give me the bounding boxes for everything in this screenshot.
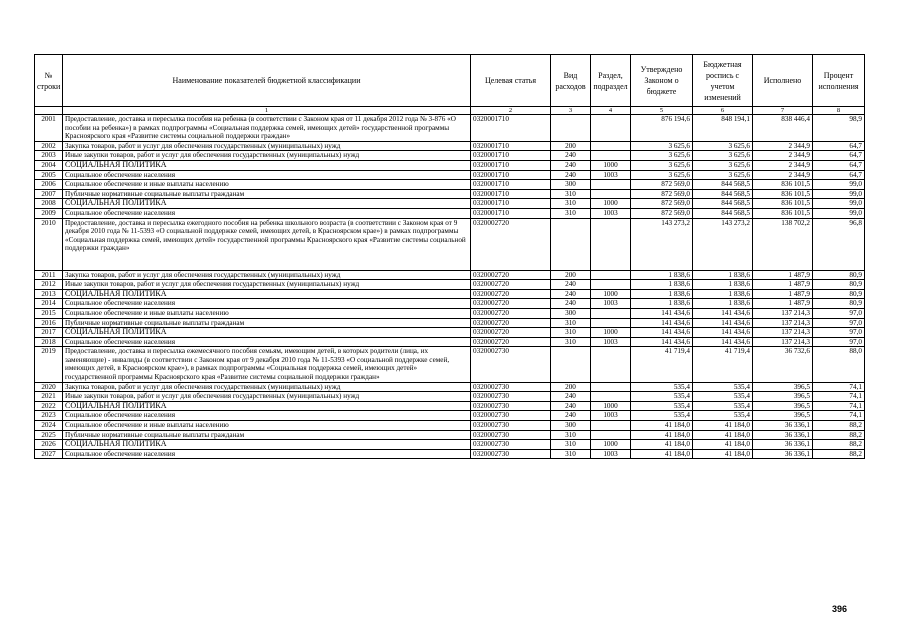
row-number-cell: 2003: [35, 151, 63, 161]
row-number-cell: 2021: [35, 392, 63, 402]
indicator-name-cell: Публичные нормативные социальные выплаты гражданам: [63, 318, 471, 328]
indicator-name-cell: СОЦИАЛЬНАЯ ПОЛИТИКА: [63, 328, 471, 338]
approved-amount-cell: 1 838,6: [631, 299, 693, 309]
approved-amount-cell: 872 569,0: [631, 189, 693, 199]
budget-schedule-cell: 141 434,6: [693, 328, 753, 338]
execution-percent-cell: 80,9: [813, 289, 865, 299]
executed-amount-cell: 36 336,1: [753, 430, 813, 440]
executed-amount-cell: 396,5: [753, 411, 813, 421]
executed-amount-cell: 36 336,1: [753, 440, 813, 450]
indicator-name-cell: СОЦИАЛЬНАЯ ПОЛИТИКА: [63, 199, 471, 209]
section-cell: 1000: [591, 289, 631, 299]
row-number-cell: 2025: [35, 430, 63, 440]
expense-type-cell: 200: [551, 382, 591, 392]
expense-type-cell: 310: [551, 337, 591, 347]
budget-schedule-cell: 141 434,6: [693, 308, 753, 318]
approved-amount-cell: 535,4: [631, 392, 693, 402]
execution-percent-cell: 88,2: [813, 430, 865, 440]
approved-amount-cell: 41 719,4: [631, 347, 693, 382]
target-article-cell: 0320001710: [471, 141, 551, 151]
expense-type-cell: 310: [551, 328, 591, 338]
execution-percent-cell: 97,0: [813, 308, 865, 318]
section-cell: [591, 318, 631, 328]
executed-amount-cell: 836 101,5: [753, 208, 813, 218]
budget-schedule-cell: 3 625,6: [693, 170, 753, 180]
column-number-cell: 8: [813, 107, 865, 115]
row-number-cell: 2002: [35, 141, 63, 151]
section-cell: 1003: [591, 337, 631, 347]
budget-schedule-cell: 844 568,5: [693, 199, 753, 209]
column-number-cell: 6: [693, 107, 753, 115]
executed-amount-cell: 36 732,6: [753, 347, 813, 382]
page-number: 396: [832, 604, 848, 614]
approved-amount-cell: 141 434,6: [631, 308, 693, 318]
column-number-cell: 2: [471, 107, 551, 115]
row-number-cell: 2019: [35, 347, 63, 382]
section-cell: 1003: [591, 411, 631, 421]
table-row: [35, 449, 865, 459]
expense-type-cell: 240: [551, 151, 591, 161]
section-cell: [591, 115, 631, 142]
target-article-cell: 0320002730: [471, 411, 551, 421]
execution-percent-cell: 96,8: [813, 218, 865, 270]
target-article-cell: 0320002720: [471, 337, 551, 347]
table-row: [35, 218, 865, 270]
indicator-name-cell: Социальное обеспечение населения: [63, 299, 471, 309]
row-number-cell: 2022: [35, 401, 63, 411]
execution-percent-cell: 74,1: [813, 411, 865, 421]
execution-percent-cell: 97,0: [813, 318, 865, 328]
section-cell: [591, 430, 631, 440]
indicator-name-cell: Социальное обеспечение населения: [63, 170, 471, 180]
budget-schedule-cell: 848 194,1: [693, 115, 753, 142]
approved-amount-cell: 141 434,6: [631, 337, 693, 347]
row-number-cell: 2018: [35, 337, 63, 347]
budget-execution-table: [34, 54, 865, 459]
expense-type-cell: 240: [551, 280, 591, 290]
table-row: [35, 270, 865, 280]
budget-schedule-cell: 844 568,5: [693, 208, 753, 218]
executed-amount-cell: 36 336,1: [753, 421, 813, 431]
section-cell: 1000: [591, 199, 631, 209]
target-article-cell: 0320001710: [471, 160, 551, 170]
target-article-cell: 0320002720: [471, 328, 551, 338]
target-article-cell: 0320002720: [471, 318, 551, 328]
execution-percent-cell: 80,9: [813, 270, 865, 280]
executed-amount-cell: 1 487,9: [753, 289, 813, 299]
indicator-name-cell: Иные закупки товаров, работ и услуг для обеспечения государственных (муниципальных) нужд: [63, 151, 471, 161]
executed-amount-cell: 1 487,9: [753, 299, 813, 309]
approved-amount-cell: 41 184,0: [631, 421, 693, 431]
executed-amount-cell: 396,5: [753, 392, 813, 402]
section-cell: 1000: [591, 440, 631, 450]
indicator-name-cell: Публичные нормативные социальные выплаты гражданам: [63, 430, 471, 440]
indicator-name-cell: Иные закупки товаров, работ и услуг для обеспечения государственных (муниципальных) нужд: [63, 280, 471, 290]
table-row: [35, 382, 865, 392]
table-row: [35, 299, 865, 309]
expense-type-cell: 200: [551, 270, 591, 280]
section-cell: 1003: [591, 170, 631, 180]
executed-amount-cell: 1 487,9: [753, 280, 813, 290]
budget-schedule-cell: 41 719,4: [693, 347, 753, 382]
table-row: [35, 392, 865, 402]
table-row: [35, 440, 865, 450]
indicator-name-cell: СОЦИАЛЬНАЯ ПОЛИТИКА: [63, 440, 471, 450]
section-cell: [591, 347, 631, 382]
target-article-cell: 0320002730: [471, 421, 551, 431]
target-article-cell: 0320002720: [471, 218, 551, 270]
expense-type-cell: 300: [551, 308, 591, 318]
budget-schedule-cell: 141 434,6: [693, 337, 753, 347]
approved-amount-cell: 1 838,6: [631, 289, 693, 299]
target-article-cell: 0320001710: [471, 199, 551, 209]
execution-percent-cell: 99,0: [813, 199, 865, 209]
approved-amount-cell: 1 838,6: [631, 270, 693, 280]
expense-type-cell: 240: [551, 401, 591, 411]
table-row: [35, 318, 865, 328]
table-row: [35, 401, 865, 411]
section-cell: [591, 218, 631, 270]
budget-schedule-cell: 41 184,0: [693, 430, 753, 440]
approved-amount-cell: 1 838,6: [631, 280, 693, 290]
execution-percent-cell: 74,1: [813, 401, 865, 411]
col-header-row-number: № строки: [35, 55, 63, 107]
table-row: [35, 189, 865, 199]
row-number-cell: 2024: [35, 421, 63, 431]
row-number-cell: 2013: [35, 289, 63, 299]
executed-amount-cell: 836 101,5: [753, 180, 813, 190]
section-cell: [591, 382, 631, 392]
col-header-percent: Процент исполнения: [813, 55, 865, 107]
execution-percent-cell: 99,0: [813, 208, 865, 218]
col-header-expense-type: Вид расходов: [551, 55, 591, 107]
indicator-name-cell: Социальное обеспечение населения: [63, 411, 471, 421]
target-article-cell: 0320002730: [471, 401, 551, 411]
execution-percent-cell: 74,1: [813, 392, 865, 402]
row-number-cell: 2006: [35, 180, 63, 190]
execution-percent-cell: 97,0: [813, 337, 865, 347]
section-cell: [591, 180, 631, 190]
table-row: [35, 115, 865, 142]
budget-schedule-cell: 535,4: [693, 411, 753, 421]
indicator-name-cell: Социальное обеспечение и иные выплаты населению: [63, 421, 471, 431]
indicator-name-cell: Предоставление, доставка и пересылка пособия на ребенка (в соответствии с Законом края от 11 декабря 2012 года № 3-876 «О пособии на ребенка») в рамках подпрограммы «Социальная поддержка семей, имеющих детей» государственной программы Красноярского края «Развитие системы социальной поддержки граждан»: [63, 115, 471, 142]
indicator-name-cell: Социальное обеспечение населения: [63, 208, 471, 218]
col-header-approved: Утверждено Законом о бюджете: [631, 55, 693, 107]
section-cell: [591, 141, 631, 151]
budget-schedule-cell: 844 568,5: [693, 180, 753, 190]
col-header-executed: Исполнено: [753, 55, 813, 107]
row-number-cell: 2026: [35, 440, 63, 450]
row-number-cell: 2011: [35, 270, 63, 280]
table-row: [35, 208, 865, 218]
expense-type-cell: 300: [551, 421, 591, 431]
target-article-cell: 0320001710: [471, 115, 551, 142]
target-article-cell: 0320001710: [471, 208, 551, 218]
column-number-row: [35, 107, 865, 115]
target-article-cell: 0320002730: [471, 449, 551, 459]
approved-amount-cell: 876 194,6: [631, 115, 693, 142]
execution-percent-cell: 64,7: [813, 160, 865, 170]
execution-percent-cell: 88,0: [813, 347, 865, 382]
approved-amount-cell: 41 184,0: [631, 430, 693, 440]
row-number-cell: 2020: [35, 382, 63, 392]
budget-schedule-cell: 3 625,6: [693, 141, 753, 151]
expense-type-cell: 310: [551, 318, 591, 328]
table-row: [35, 347, 865, 382]
table-row: [35, 141, 865, 151]
indicator-name-cell: Предоставление, доставка и пересылка ежемесячного пособия семьям, имеющим детей, в которых родители (лица, их заменяющие) - инвалиды (в соответствии с Законом края от 9 декабря 2010 года № 11-5393 «О социальной поддержке семей, имеющих детей, в Красноярском крае»), в рамках подпрограммы «Социальная поддержка семей, имеющих детей» государственной программы Красноярского края «Развитие системы социальной поддержки граждан»: [63, 347, 471, 382]
expense-type-cell: 310: [551, 189, 591, 199]
approved-amount-cell: 535,4: [631, 411, 693, 421]
executed-amount-cell: 137 214,3: [753, 318, 813, 328]
budget-schedule-cell: 1 838,6: [693, 299, 753, 309]
table-row: [35, 421, 865, 431]
target-article-cell: 0320002730: [471, 347, 551, 382]
indicator-name-cell: Социальное обеспечение населения: [63, 337, 471, 347]
col-header-budget-schedule: Бюджетная роспись с учетом изменений: [693, 55, 753, 107]
budget-schedule-cell: 844 568,5: [693, 189, 753, 199]
table-row: [35, 170, 865, 180]
col-header-section: Раздел, подраздел: [591, 55, 631, 107]
indicator-name-cell: СОЦИАЛЬНАЯ ПОЛИТИКА: [63, 289, 471, 299]
row-number-cell: 2023: [35, 411, 63, 421]
expense-type-cell: 240: [551, 289, 591, 299]
budget-schedule-cell: 535,4: [693, 382, 753, 392]
col-header-name: Наименование показателей бюджетной классификации: [63, 55, 471, 107]
expense-type-cell: 200: [551, 141, 591, 151]
section-cell: [591, 151, 631, 161]
executed-amount-cell: 137 214,3: [753, 308, 813, 318]
target-article-cell: 0320002720: [471, 280, 551, 290]
executed-amount-cell: 137 214,3: [753, 337, 813, 347]
execution-percent-cell: 99,0: [813, 180, 865, 190]
column-number-cell: 7: [753, 107, 813, 115]
row-number-cell: 2004: [35, 160, 63, 170]
expense-type-cell: 310: [551, 199, 591, 209]
indicator-name-cell: Закупка товаров, работ и услуг для обеспечения государственных (муниципальных) нужд: [63, 141, 471, 151]
row-number-cell: 2010: [35, 218, 63, 270]
expense-type-cell: 310: [551, 449, 591, 459]
section-cell: 1003: [591, 299, 631, 309]
column-number-cell: 5: [631, 107, 693, 115]
section-cell: 1003: [591, 208, 631, 218]
approved-amount-cell: 872 569,0: [631, 180, 693, 190]
table-row: [35, 430, 865, 440]
approved-amount-cell: 141 434,6: [631, 318, 693, 328]
approved-amount-cell: 535,4: [631, 401, 693, 411]
section-cell: [591, 308, 631, 318]
budget-schedule-cell: 1 838,6: [693, 289, 753, 299]
approved-amount-cell: 3 625,6: [631, 151, 693, 161]
table-row: [35, 180, 865, 190]
row-number-cell: 2008: [35, 199, 63, 209]
execution-percent-cell: 64,7: [813, 141, 865, 151]
column-number-cell: 1: [63, 107, 471, 115]
indicator-name-cell: СОЦИАЛЬНАЯ ПОЛИТИКА: [63, 160, 471, 170]
executed-amount-cell: 396,5: [753, 401, 813, 411]
expense-type-cell: 310: [551, 440, 591, 450]
expense-type-cell: [551, 218, 591, 270]
indicator-name-cell: Иные закупки товаров, работ и услуг для обеспечения государственных (муниципальных) нужд: [63, 392, 471, 402]
section-cell: [591, 421, 631, 431]
indicator-name-cell: СОЦИАЛЬНАЯ ПОЛИТИКА: [63, 401, 471, 411]
target-article-cell: 0320002720: [471, 289, 551, 299]
execution-percent-cell: 88,2: [813, 440, 865, 450]
table-row: [35, 328, 865, 338]
execution-percent-cell: 99,0: [813, 189, 865, 199]
approved-amount-cell: 141 434,6: [631, 328, 693, 338]
section-cell: 1000: [591, 328, 631, 338]
approved-amount-cell: 872 569,0: [631, 208, 693, 218]
budget-schedule-cell: 41 184,0: [693, 449, 753, 459]
execution-percent-cell: 74,1: [813, 382, 865, 392]
execution-percent-cell: 80,9: [813, 280, 865, 290]
target-article-cell: 0320002730: [471, 382, 551, 392]
expense-type-cell: 310: [551, 208, 591, 218]
budget-schedule-cell: 3 625,6: [693, 151, 753, 161]
row-number-cell: 2001: [35, 115, 63, 142]
section-cell: [591, 270, 631, 280]
budget-schedule-cell: 1 838,6: [693, 270, 753, 280]
row-number-cell: 2012: [35, 280, 63, 290]
section-cell: 1003: [591, 449, 631, 459]
column-number-cell: 4: [591, 107, 631, 115]
execution-percent-cell: 88,2: [813, 449, 865, 459]
executed-amount-cell: 838 446,4: [753, 115, 813, 142]
target-article-cell: 0320001710: [471, 180, 551, 190]
col-header-target-article: Целевая статья: [471, 55, 551, 107]
row-number-cell: 2014: [35, 299, 63, 309]
target-article-cell: 0320002720: [471, 270, 551, 280]
indicator-name-cell: Закупка товаров, работ и услуг для обеспечения государственных (муниципальных) нужд: [63, 382, 471, 392]
indicator-name-cell: Публичные нормативные социальные выплаты гражданам: [63, 189, 471, 199]
execution-percent-cell: 64,7: [813, 170, 865, 180]
approved-amount-cell: 3 625,6: [631, 141, 693, 151]
target-article-cell: 0320001710: [471, 151, 551, 161]
header-row: [35, 55, 865, 107]
execution-percent-cell: 98,9: [813, 115, 865, 142]
budget-schedule-cell: 141 434,6: [693, 318, 753, 328]
row-number-cell: 2015: [35, 308, 63, 318]
expense-type-cell: 240: [551, 411, 591, 421]
target-article-cell: 0320001710: [471, 189, 551, 199]
indicator-name-cell: Социальное обеспечение и иные выплаты населению: [63, 308, 471, 318]
budget-schedule-cell: 143 273,2: [693, 218, 753, 270]
table-row: [35, 280, 865, 290]
section-cell: 1000: [591, 160, 631, 170]
expense-type-cell: [551, 347, 591, 382]
approved-amount-cell: 3 625,6: [631, 160, 693, 170]
indicator-name-cell: Социальное обеспечение населения: [63, 449, 471, 459]
target-article-cell: 0320001710: [471, 170, 551, 180]
indicator-name-cell: Социальное обеспечение и иные выплаты населению: [63, 180, 471, 190]
table-row: [35, 411, 865, 421]
execution-percent-cell: 64,7: [813, 151, 865, 161]
table-row: [35, 337, 865, 347]
row-number-cell: 2009: [35, 208, 63, 218]
executed-amount-cell: 36 336,1: [753, 449, 813, 459]
budget-schedule-cell: 535,4: [693, 401, 753, 411]
executed-amount-cell: 2 344,9: [753, 160, 813, 170]
target-article-cell: 0320002730: [471, 392, 551, 402]
expense-type-cell: 310: [551, 430, 591, 440]
table-row: [35, 160, 865, 170]
approved-amount-cell: 41 184,0: [631, 449, 693, 459]
executed-amount-cell: 836 101,5: [753, 199, 813, 209]
expense-type-cell: 240: [551, 392, 591, 402]
section-cell: [591, 189, 631, 199]
section-cell: [591, 392, 631, 402]
budget-schedule-cell: 1 838,6: [693, 280, 753, 290]
executed-amount-cell: 2 344,9: [753, 170, 813, 180]
target-article-cell: 0320002730: [471, 440, 551, 450]
expense-type-cell: 240: [551, 160, 591, 170]
row-number-cell: 2005: [35, 170, 63, 180]
budget-schedule-cell: 535,4: [693, 392, 753, 402]
executed-amount-cell: 1 487,9: [753, 270, 813, 280]
target-article-cell: 0320002720: [471, 308, 551, 318]
executed-amount-cell: 138 702,2: [753, 218, 813, 270]
row-number-cell: 2017: [35, 328, 63, 338]
executed-amount-cell: 2 344,9: [753, 141, 813, 151]
budget-schedule-cell: 41 184,0: [693, 440, 753, 450]
executed-amount-cell: 137 214,3: [753, 328, 813, 338]
column-number-cell: [35, 107, 63, 115]
execution-percent-cell: 80,9: [813, 299, 865, 309]
row-number-cell: 2027: [35, 449, 63, 459]
approved-amount-cell: 535,4: [631, 382, 693, 392]
budget-schedule-cell: 41 184,0: [693, 421, 753, 431]
table-row: [35, 199, 865, 209]
executed-amount-cell: 396,5: [753, 382, 813, 392]
expense-type-cell: 240: [551, 299, 591, 309]
row-number-cell: 2007: [35, 189, 63, 199]
approved-amount-cell: 41 184,0: [631, 440, 693, 450]
section-cell: [591, 280, 631, 290]
approved-amount-cell: 143 273,2: [631, 218, 693, 270]
target-article-cell: 0320002720: [471, 299, 551, 309]
expense-type-cell: 300: [551, 180, 591, 190]
indicator-name-cell: Предоставление, доставка и пересылка ежегодного пособия на ребенка школьного возраста (в соответствии с Законом края от 9 декабря 2010 года № 11-5393 «О социальной поддержке семей, имеющих детей, в Красноярском крае») в рамках подпрограммы «Социальная поддержка семей, имеющих детей» государственной программы Красноярского края «Развитие системы социальной поддержки граждан»: [63, 218, 471, 270]
approved-amount-cell: 3 625,6: [631, 170, 693, 180]
expense-type-cell: 240: [551, 170, 591, 180]
table-row: [35, 308, 865, 318]
budget-schedule-cell: 3 625,6: [693, 160, 753, 170]
indicator-name-cell: Закупка товаров, работ и услуг для обеспечения государственных (муниципальных) нужд: [63, 270, 471, 280]
expense-type-cell: [551, 115, 591, 142]
executed-amount-cell: 2 344,9: [753, 151, 813, 161]
target-article-cell: 0320002730: [471, 430, 551, 440]
column-number-cell: 3: [551, 107, 591, 115]
execution-percent-cell: 97,0: [813, 328, 865, 338]
executed-amount-cell: 836 101,5: [753, 189, 813, 199]
table-row: [35, 151, 865, 161]
approved-amount-cell: 872 569,0: [631, 199, 693, 209]
execution-percent-cell: 88,2: [813, 421, 865, 431]
section-cell: 1000: [591, 401, 631, 411]
table-row: [35, 289, 865, 299]
row-number-cell: 2016: [35, 318, 63, 328]
